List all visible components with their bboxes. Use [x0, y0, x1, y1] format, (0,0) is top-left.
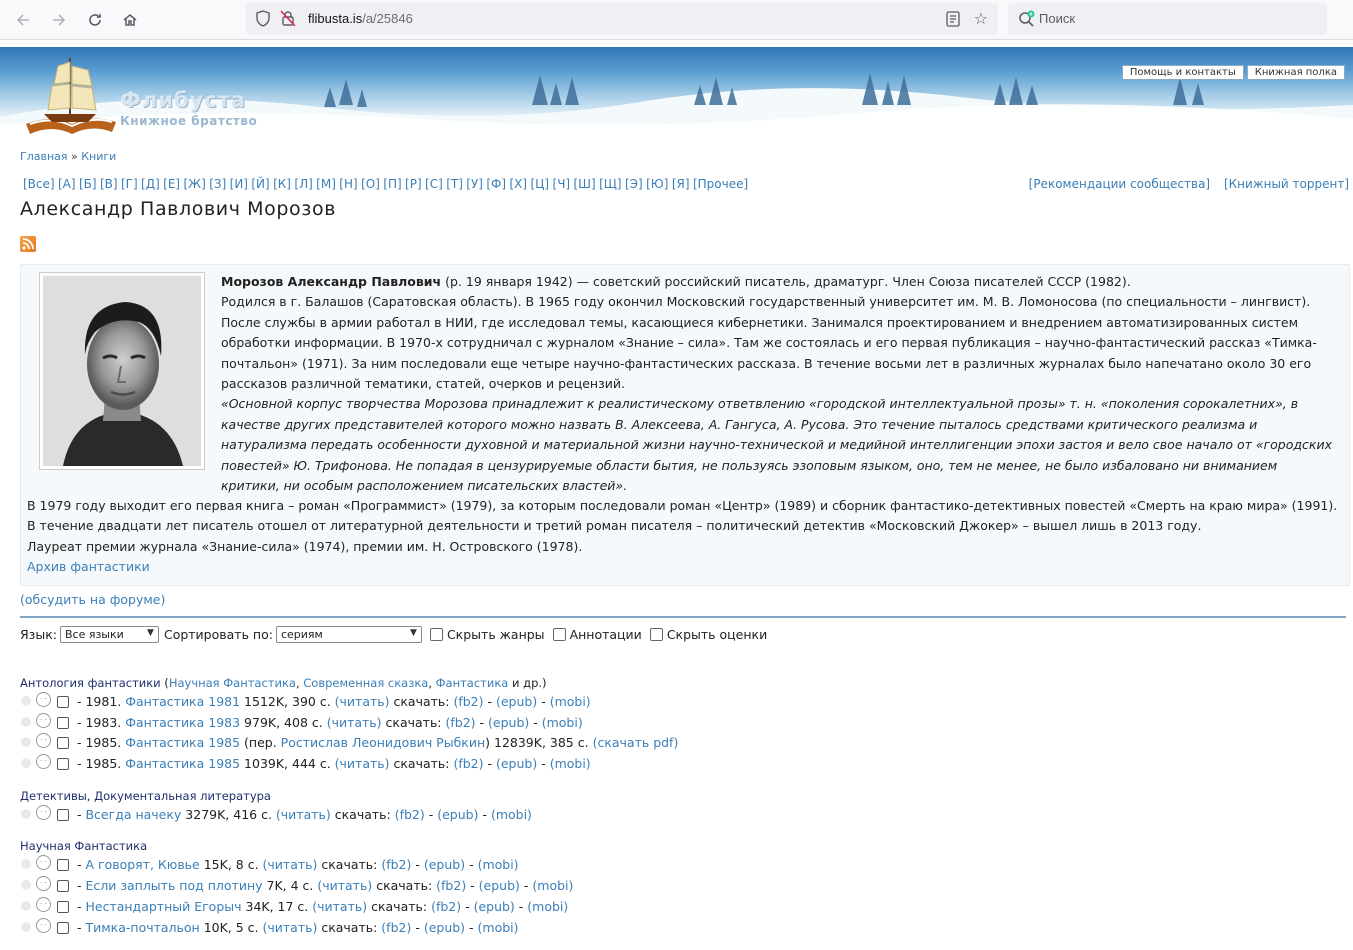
alphabet-link[interactable]: [Г] [120, 177, 138, 191]
book-title-link[interactable]: Если заплыть под плотину [85, 878, 263, 894]
book-meta: 1039K, 444 с. [240, 756, 335, 772]
download-fb2-link[interactable]: (fb2) [381, 919, 412, 935]
insecure-lock-icon[interactable] [280, 10, 296, 31]
book-checkbox[interactable] [57, 880, 69, 892]
book-text [20, 920, 519, 935]
alphabet-link[interactable]: [Т] [446, 177, 463, 191]
read-link[interactable]: (читать) [317, 878, 373, 894]
alphabet-link[interactable]: [Все] [23, 177, 55, 191]
help-contacts-button[interactable]: Помощь и контакты [1122, 65, 1244, 80]
alphabet-link[interactable]: [Э] [624, 177, 643, 191]
bio-name: Морозов Александр Павлович [221, 274, 442, 289]
alphabet-link[interactable]: [Р] [405, 177, 422, 191]
book-text [20, 899, 568, 914]
dash: - [519, 878, 533, 894]
dash: - [77, 694, 86, 709]
download-label: скачать: [389, 756, 454, 772]
alphabet-link[interactable]: [Х] [509, 177, 528, 191]
dash: - [461, 898, 474, 914]
translator-link[interactable]: Ростислав Леонидович Рыбкин [280, 735, 486, 751]
book-row [20, 876, 1350, 897]
url-text[interactable] [308, 11, 413, 26]
alphabet-link[interactable]: [В] [99, 177, 118, 191]
download-epub-link[interactable]: (epub) [478, 878, 520, 894]
sort-select[interactable] [276, 626, 422, 643]
author-bio [20, 264, 1350, 586]
download-fb2-link[interactable]: (fb2) [394, 806, 425, 822]
book-meta: (пер. [240, 735, 281, 751]
rating-icon[interactable]: · · [36, 855, 51, 870]
author-photo [39, 272, 205, 470]
download-label: скачать: [372, 878, 437, 894]
dash: - [411, 857, 424, 873]
download-epub-link[interactable]: (epub) [423, 857, 466, 873]
language-select-value: Все языки [64, 628, 124, 641]
group-name-link[interactable]: Детективы, Документальная литература [20, 788, 271, 803]
alphabet-link[interactable]: [А] [57, 177, 76, 191]
download-fb2-link[interactable]: (fb2) [381, 857, 412, 873]
language-label: Язык: [20, 627, 57, 642]
book-text [20, 694, 591, 709]
group-title [20, 787, 1350, 805]
dash: - [77, 919, 86, 935]
download-fb2-link[interactable]: (fb2) [445, 714, 476, 730]
group-gap [20, 775, 1350, 787]
read-link[interactable]: (читать) [326, 714, 382, 730]
dash: - [77, 756, 86, 772]
book-row [20, 733, 1350, 754]
book-year: 1981. [85, 694, 126, 709]
alphabet-link[interactable]: [Ю] [646, 177, 669, 191]
dash: - [483, 756, 496, 772]
read-status-icon[interactable] [21, 758, 31, 768]
annotations-label: Аннотации [569, 627, 642, 642]
alphabet-link[interactable]: [И] [229, 177, 248, 191]
dash: - [465, 919, 478, 935]
book-row [20, 855, 1350, 876]
annotations-checkbox[interactable] [553, 628, 566, 641]
bookmark-star-icon[interactable]: ☆ [973, 9, 988, 28]
read-link[interactable]: (читать) [312, 898, 368, 914]
book-title-link[interactable]: Фантастика 1983 [125, 714, 241, 730]
book-text [20, 735, 678, 750]
rating-icon[interactable]: · · [36, 692, 51, 707]
alphabet-link[interactable]: [Ц] [530, 177, 550, 191]
download-fb2-link[interactable]: (fb2) [436, 878, 467, 894]
breadcrumb-books-link[interactable]: Книги [81, 150, 117, 163]
rating-icon[interactable]: · · [36, 754, 51, 769]
genre-comma: , [428, 676, 436, 690]
alphabet-link[interactable]: [О] [361, 177, 380, 191]
download-mobi-link[interactable]: (mobi) [527, 898, 569, 914]
book-title-link[interactable]: Нестандартный Егорыч [85, 898, 242, 914]
dash: - [475, 714, 489, 730]
book-checkbox[interactable] [57, 696, 69, 708]
bio-paragraph: В 1979 году выходит его первая книга – роман «Программист» (1979), за которым последовали роман «Центр» (1989) и сборник фантастико-детективных повестей «Смерть на краю мира» (1991). В течение двадцати лет писатель отошел от литературной деятельности и третий роман писателя – политический детектив «Московский Джокер» – вышел лишь в 2013 году. [27, 498, 1338, 534]
download-fb2-link[interactable]: (fb2) [431, 898, 462, 914]
book-title-link[interactable]: Фантастика 1985 [125, 735, 241, 751]
bio-awards: Лауреат премии журнала «Знание-сила» (1974), премии им. Н. Островского (1978). [27, 538, 583, 554]
book-meta: 10K, 5 с. [199, 919, 263, 935]
download-mobi-link[interactable]: (mobi) [541, 714, 583, 730]
book-text [20, 878, 573, 893]
dash: - [478, 806, 491, 822]
bio-intro: (р. 19 января 1942) — советский российский писатель, драматург. Член Союза писателей СССР (1982). [441, 274, 1131, 289]
group-name-link[interactable]: Антология фантастики [20, 676, 161, 690]
download-label: скачать: [330, 806, 395, 822]
ship-book-logo-icon [22, 52, 118, 137]
home-icon[interactable] [117, 7, 143, 33]
alphabet-link[interactable]: [Ч] [552, 177, 571, 191]
sort-select-value: сериям [280, 628, 323, 641]
genre-link[interactable]: Научная Фантастика [168, 676, 296, 690]
group-title [20, 837, 1350, 855]
alphabet-link[interactable]: [Прочее] [692, 177, 749, 191]
breadcrumb [20, 150, 116, 163]
download-mobi-link[interactable]: (mobi) [477, 857, 519, 873]
book-title-link[interactable]: Всегда начеку [85, 806, 182, 822]
right-links [1019, 177, 1349, 191]
alphabet-link[interactable]: [Д] [141, 177, 160, 191]
book-text [20, 715, 583, 730]
book-title-link[interactable]: Фантастика 1981 [125, 694, 241, 709]
alphabet-link[interactable]: [Н] [339, 177, 358, 191]
book-year: 1983. [85, 714, 126, 730]
rating-icon[interactable]: · · [36, 876, 51, 891]
book-meta: 979K, 408 с. [240, 714, 327, 730]
alphabet-link[interactable]: [Е] [163, 177, 181, 191]
book-text [20, 756, 591, 771]
download-mobi-link[interactable]: (mobi) [532, 878, 574, 894]
source-link[interactable]: Архив фантастики [27, 559, 150, 575]
back-icon[interactable] [10, 7, 36, 33]
book-title-link[interactable]: Фантастика 1985 [125, 756, 241, 772]
search-placeholder: Поиск [1039, 11, 1076, 26]
top-links [1122, 65, 1345, 80]
alphabet-link[interactable]: [Я] [671, 177, 690, 191]
book-row [20, 692, 1350, 713]
divider [20, 616, 1346, 618]
book-row [20, 713, 1350, 734]
dash: - [77, 878, 86, 894]
book-meta: 3279K, 416 с. [181, 806, 276, 822]
read-link[interactable]: (читать) [262, 857, 318, 873]
book-checkbox[interactable] [57, 901, 69, 913]
read-status-icon[interactable] [21, 717, 31, 727]
book-row [20, 805, 1350, 826]
read-link[interactable]: (читать) [334, 694, 390, 709]
download-label: скачать: [317, 857, 382, 873]
bio-paragraph: Родился в г. Балашов (Саратовская область). В 1965 году окончил Московский государственный университет им. М. В. Ломоносова (по специальности – лингвист). После службы в армии работал в НИИ, где исследовал темы, касающиеся кибернетики. Занимался проектированием и внедрением автоматизированных систем обработки информации. В 1970-х сотрудничал с журналом «Знание – сила». Там же состоялась и его первая публикация – научно-фантастический рассказ «Тимка-почтальон» (1971). За ним последовали еще четыре научно-фантастических рассказа. В течение восьми лет в различных журналах было напечатано около 30 его рассказов различной тематики, статей, очерков и рецензий. [221, 294, 1317, 392]
rating-icon[interactable]: · · [36, 713, 51, 728]
dash: - [529, 714, 542, 730]
genre-comma: , [295, 676, 304, 690]
download-epub-link[interactable]: (epub) [473, 898, 515, 914]
bio-quote: «Основной корпус творчества Морозова принадлежит к реалистическому ответвлению «городской интеллектуальной прозы» т. н. «поколения сорокалетних», в качестве других представителей которого можно назвать В. Алексеева, А. Гангуса, А. Русова. Это течение пыталось средствами критического реализма и натурализма передать особенности духовной и материальной жизни научно-технической и медийной интеллигенции эпохи застоя и вело свое начало от «городских повестей» Ю. Трифонова. Не попадая в цензурируемые области бытия, не пользуясь эзоповым языком, оно, тем не менее, не было избаловано ни вниманием критики, ни особым расположением писательских властей». [221, 396, 1332, 494]
download-epub-link[interactable]: (epub) [495, 694, 538, 709]
alphabet-link[interactable]: [Л] [294, 177, 313, 191]
filter-bar [20, 626, 767, 643]
book-checkbox[interactable] [57, 809, 69, 821]
book-checkbox[interactable] [57, 859, 69, 871]
download-mobi-link[interactable]: (mobi) [549, 756, 591, 772]
dash: - [77, 898, 86, 914]
book-checkbox[interactable] [57, 758, 69, 770]
hide-ratings-label: Скрыть оценки [666, 627, 768, 642]
dash: - [77, 857, 86, 873]
alphabet-link[interactable]: [П] [383, 177, 402, 191]
site-header-banner [0, 47, 1353, 137]
dash: - [483, 694, 496, 709]
discuss-forum-link[interactable]: (обсудить на форуме) [20, 592, 166, 607]
search-bar[interactable] [1008, 3, 1327, 35]
book-title-link[interactable]: А говорят, Кювье [85, 857, 200, 873]
dash: - [514, 898, 528, 914]
book-torrent-link[interactable]: [Книжный торрент] [1223, 177, 1349, 191]
reader-view-icon[interactable] [946, 11, 960, 31]
hide-ratings-checkbox[interactable] [650, 628, 663, 641]
download-label: скачать: [381, 714, 446, 730]
book-row [20, 754, 1350, 775]
dash: - [424, 806, 438, 822]
download-label: скачать: [367, 898, 432, 914]
alphabet-link[interactable]: [У] [466, 177, 483, 191]
read-link[interactable]: (читать) [275, 806, 331, 822]
book-text [20, 807, 532, 822]
breadcrumb-separator: » [71, 150, 78, 163]
dash: - [77, 714, 86, 730]
dash: - [537, 694, 550, 709]
sort-label: Сортировать по: [163, 627, 273, 642]
download-epub-link[interactable]: (epub) [437, 806, 479, 822]
chevron-down-icon: ▼ [147, 628, 154, 638]
book-checkbox[interactable] [57, 737, 69, 749]
language-select[interactable] [60, 626, 159, 643]
read-status-icon[interactable] [21, 809, 31, 819]
download-epub-link[interactable]: (epub) [423, 919, 466, 935]
hide-genres-label: Скрыть жанры [446, 627, 545, 642]
address-bar[interactable] [246, 3, 998, 35]
search-engine-icon[interactable] [1018, 10, 1036, 32]
genre-link[interactable]: Фантастика [435, 676, 509, 690]
rating-icon[interactable]: · · [36, 733, 51, 748]
alphabet-link[interactable]: [Ж] [183, 177, 206, 191]
download-fb2-link[interactable]: (fb2) [453, 694, 484, 709]
dash: - [465, 857, 478, 873]
book-checkbox[interactable] [57, 717, 69, 729]
book-meta: 15K, 8 с. [199, 857, 263, 873]
book-row [20, 897, 1350, 918]
browser-toolbar [0, 0, 1353, 40]
download-fb2-link[interactable]: (fb2) [453, 756, 484, 772]
bio-text [221, 272, 1333, 496]
read-link[interactable]: (читать) [334, 756, 390, 772]
alphabet-link[interactable]: [З] [209, 177, 227, 191]
download-label: скачать: [389, 694, 454, 709]
reload-icon[interactable] [82, 7, 108, 33]
read-status-icon[interactable] [21, 696, 31, 706]
genre-link[interactable]: Современная сказка [303, 676, 429, 690]
bio-continued [27, 496, 1342, 578]
group-gap [20, 825, 1350, 837]
book-title-link[interactable]: Тимка-почтальон [85, 919, 200, 935]
dash: - [411, 919, 424, 935]
download-mobi-link[interactable]: (mobi) [477, 919, 519, 935]
book-meta: 1512K, 390 с. [240, 694, 335, 709]
genre-suffix: и др.) [508, 676, 547, 690]
book-row [20, 918, 1350, 939]
rating-icon[interactable]: · · [36, 918, 51, 933]
book-meta: 34K, 17 с. [241, 898, 313, 914]
alphabet-link[interactable]: [К] [273, 177, 291, 191]
alphabet-link[interactable]: [Щ] [599, 177, 622, 191]
site-name[interactable]: Флибуста [120, 88, 247, 112]
read-status-icon[interactable] [21, 901, 31, 911]
read-link[interactable]: (читать) [262, 919, 318, 935]
read-status-icon[interactable] [21, 922, 31, 932]
forward-icon[interactable] [46, 7, 72, 33]
dash: - [77, 806, 86, 822]
breadcrumb-home-link[interactable]: Главная [20, 150, 68, 163]
rating-icon[interactable]: · · [36, 805, 51, 820]
genre-prefix: ( [160, 676, 169, 690]
download-epub-link[interactable]: (epub) [495, 756, 538, 772]
chevron-down-icon: ▼ [410, 628, 417, 638]
alphabet-link[interactable]: [Ш] [573, 177, 596, 191]
rss-icon[interactable] [20, 236, 36, 252]
dash: - [537, 756, 550, 772]
site-tagline: Книжное братство [120, 114, 258, 128]
book-list [20, 674, 1350, 938]
download-mobi-link[interactable]: (mobi) [549, 694, 591, 709]
rating-icon[interactable]: · · [36, 897, 51, 912]
book-year: 1985. [85, 735, 126, 751]
alphabet-link[interactable]: [М] [316, 177, 336, 191]
bookshelf-button[interactable]: Книжная полка [1247, 65, 1345, 80]
book-year: 1985. [85, 756, 126, 772]
alphabet-link[interactable]: [С] [425, 177, 443, 191]
shield-icon[interactable] [255, 10, 271, 31]
download-mobi-link[interactable]: (mobi) [490, 806, 532, 822]
book-meta: ) 12839K, 385 с. [485, 735, 593, 751]
page-title: Александр Павлович Морозов [20, 198, 336, 220]
group-name-link[interactable]: Научная Фантастика [20, 839, 148, 854]
book-meta: 7K, 4 с. [262, 878, 318, 894]
dash: - [77, 735, 86, 751]
download-label: скачать: [317, 919, 382, 935]
book-text [20, 857, 519, 872]
book-checkbox[interactable] [57, 922, 69, 934]
url-host: flibusta.is [308, 11, 363, 26]
community-recommendations-link[interactable]: [Рекомендации сообщества] [1028, 177, 1211, 191]
alphabet-link[interactable]: [Ф] [486, 177, 507, 191]
url-path: /a/25846 [362, 11, 413, 26]
alphabet-link[interactable]: [Й] [251, 177, 270, 191]
alphabet-link[interactable]: [Б] [78, 177, 97, 191]
download-pdf-link[interactable]: (скачать pdf) [592, 735, 679, 751]
dash: - [466, 878, 479, 894]
hide-genres-checkbox[interactable] [430, 628, 443, 641]
download-epub-link[interactable]: (epub) [488, 714, 530, 730]
alphabet-index [23, 177, 752, 191]
group-title [20, 674, 1350, 692]
